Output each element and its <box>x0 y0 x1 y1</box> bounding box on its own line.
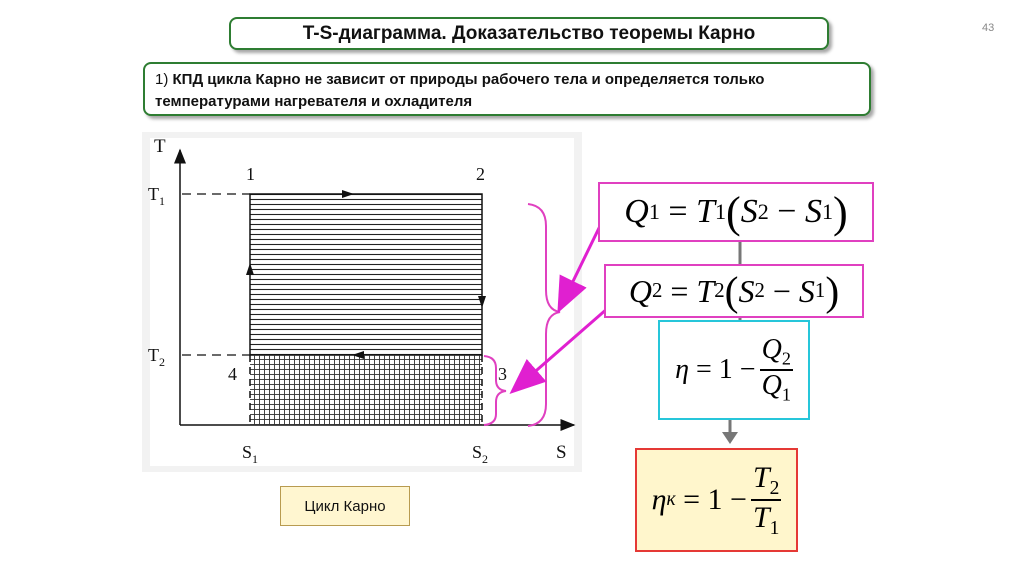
t2-label: $T_2$ <box>148 345 165 369</box>
statement-number: 1) <box>155 71 169 88</box>
s-axis-label: S <box>556 442 567 463</box>
formula-carnot-efficiency: η к = 1 − $\frac{T_2}{T_1}$ <box>635 448 798 552</box>
t1-label: $T_1$ <box>148 184 165 208</box>
efficiency-fraction: $\frac{Q_2}{Q_1}$ <box>761 334 791 405</box>
arrow-q2 <box>514 308 608 390</box>
s2-label: $S_2$ <box>472 442 489 466</box>
brace-q1 <box>528 204 560 426</box>
t-axis-label: T <box>154 136 166 157</box>
point-2-label: 2 <box>476 164 485 184</box>
point-4-label: 4 <box>228 364 237 384</box>
cycle-caption-text: Цикл Карно <box>304 497 386 515</box>
point-3-label: 3 <box>498 364 507 384</box>
brace-q2 <box>484 356 506 425</box>
formula-q1: Q 1 = T 1 ( S 2 − S 1 ) <box>598 182 874 242</box>
arrow-head-eta-etak <box>722 432 738 444</box>
point-1-label: 1 <box>246 164 255 184</box>
page-number: 43 <box>982 22 995 34</box>
formula-q2: Q 2 = T 2 ( S 2 − S 1 ) <box>604 264 864 318</box>
statement-text: КПД цикла Карно не зависит от природы рабочего тела и определяется только температурами нагревателя и охладителя <box>155 71 765 110</box>
s1-label: $S_1$ <box>242 442 259 466</box>
carnot-fraction: $\frac{T_2}{T_1}$ <box>752 460 780 539</box>
formula-efficiency: η = 1 − $\frac{Q_2}{Q_1}$ <box>658 320 810 420</box>
slide-title-text: T-S-диаграмма. Доказательство теоремы Карно <box>302 22 756 44</box>
arrow-q1 <box>560 226 600 308</box>
